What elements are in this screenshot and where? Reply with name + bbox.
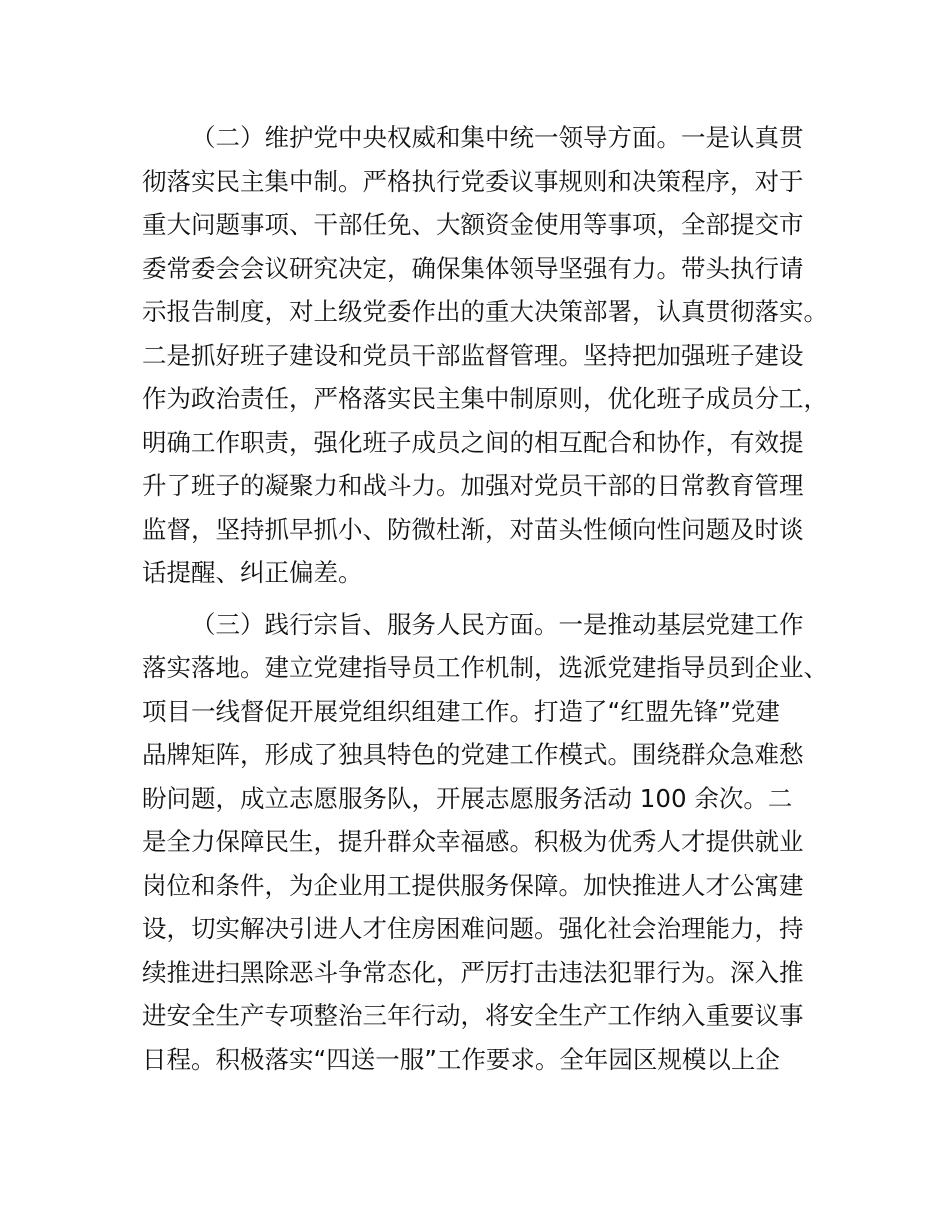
text-line: 是全力保障民生，提升群众幸福感。积极为优秀人才提供就业 xyxy=(142,827,804,856)
text-line: 明确工作职责，强化班子成员之间的相互配合和协作，有效提 xyxy=(142,427,804,457)
text-line: （二）维护党中央权威和集中统一领导方面。一是认真贯 xyxy=(191,123,804,152)
text-line: 彻落实民主集中制。严格执行党委议事规则和决策程序，对于 xyxy=(142,166,804,196)
text-line: 作为政治责任，严格落实民主集中制原则，优化班子成员分工， xyxy=(142,384,828,413)
paragraph-section-two xyxy=(142,116,842,595)
text-line: 重大问题事项、干部任免、大额资金使用等事项，全部提交市 xyxy=(142,210,804,239)
text-line: 示报告制度，对上级党委作出的重大决策部署，认真贯彻落实。 xyxy=(142,297,828,326)
text-line: 盼问题，成立志愿服务队，开展志愿服务活动 100 余次。二 xyxy=(142,783,793,813)
text-line: 监督，坚持抓早抓小、防微杜渐，对苗头性倾向性问题及时谈 xyxy=(142,514,804,544)
text-line: 设，切实解决引进人才住房困难问题。强化社会治理能力，持 xyxy=(142,914,804,943)
text-line: 岗位和条件，为企业用工提供服务保障。加快推进人才公寓建 xyxy=(142,870,804,900)
text-line: 委常委会会议研究决定，确保集体领导坚强有力。带头执行请 xyxy=(142,253,804,283)
text-line: 进安全生产专项整治三年行动，将安全生产工作纳入重要议事 xyxy=(142,1001,804,1030)
text-line: 续推进扫黑除恶斗争常态化，严厉打击违法犯罪行为。深入推 xyxy=(142,957,804,987)
text-line: 话提醒、纠正偏差。 xyxy=(142,558,363,587)
text-line: 升了班子的凝聚力和战斗力。加强对党员干部的日常教育管理 xyxy=(142,471,804,500)
text-line: 品牌矩阵，形成了独具特色的党建工作模式。围绕群众急难愁 xyxy=(142,740,804,769)
paragraph-section-three xyxy=(142,603,842,1082)
document-body xyxy=(142,116,842,1081)
text-line: （三）践行宗旨、服务人民方面。一是推动基层党建工作 xyxy=(191,609,804,639)
text-line: 项目一线督促开展党组织组建工作。打造了“红盟先锋”党建 xyxy=(142,696,780,726)
text-line: 落实落地。建立党建指导员工作机制，选派党建指导员到企业、 xyxy=(142,653,828,682)
text-line: 二是抓好班子建设和党员干部监督管理。坚持把加强班子建设 xyxy=(142,340,804,370)
text-line: 日程。积极落实“四送一服”工作要求。全年园区规模以上企 xyxy=(142,1044,780,1074)
